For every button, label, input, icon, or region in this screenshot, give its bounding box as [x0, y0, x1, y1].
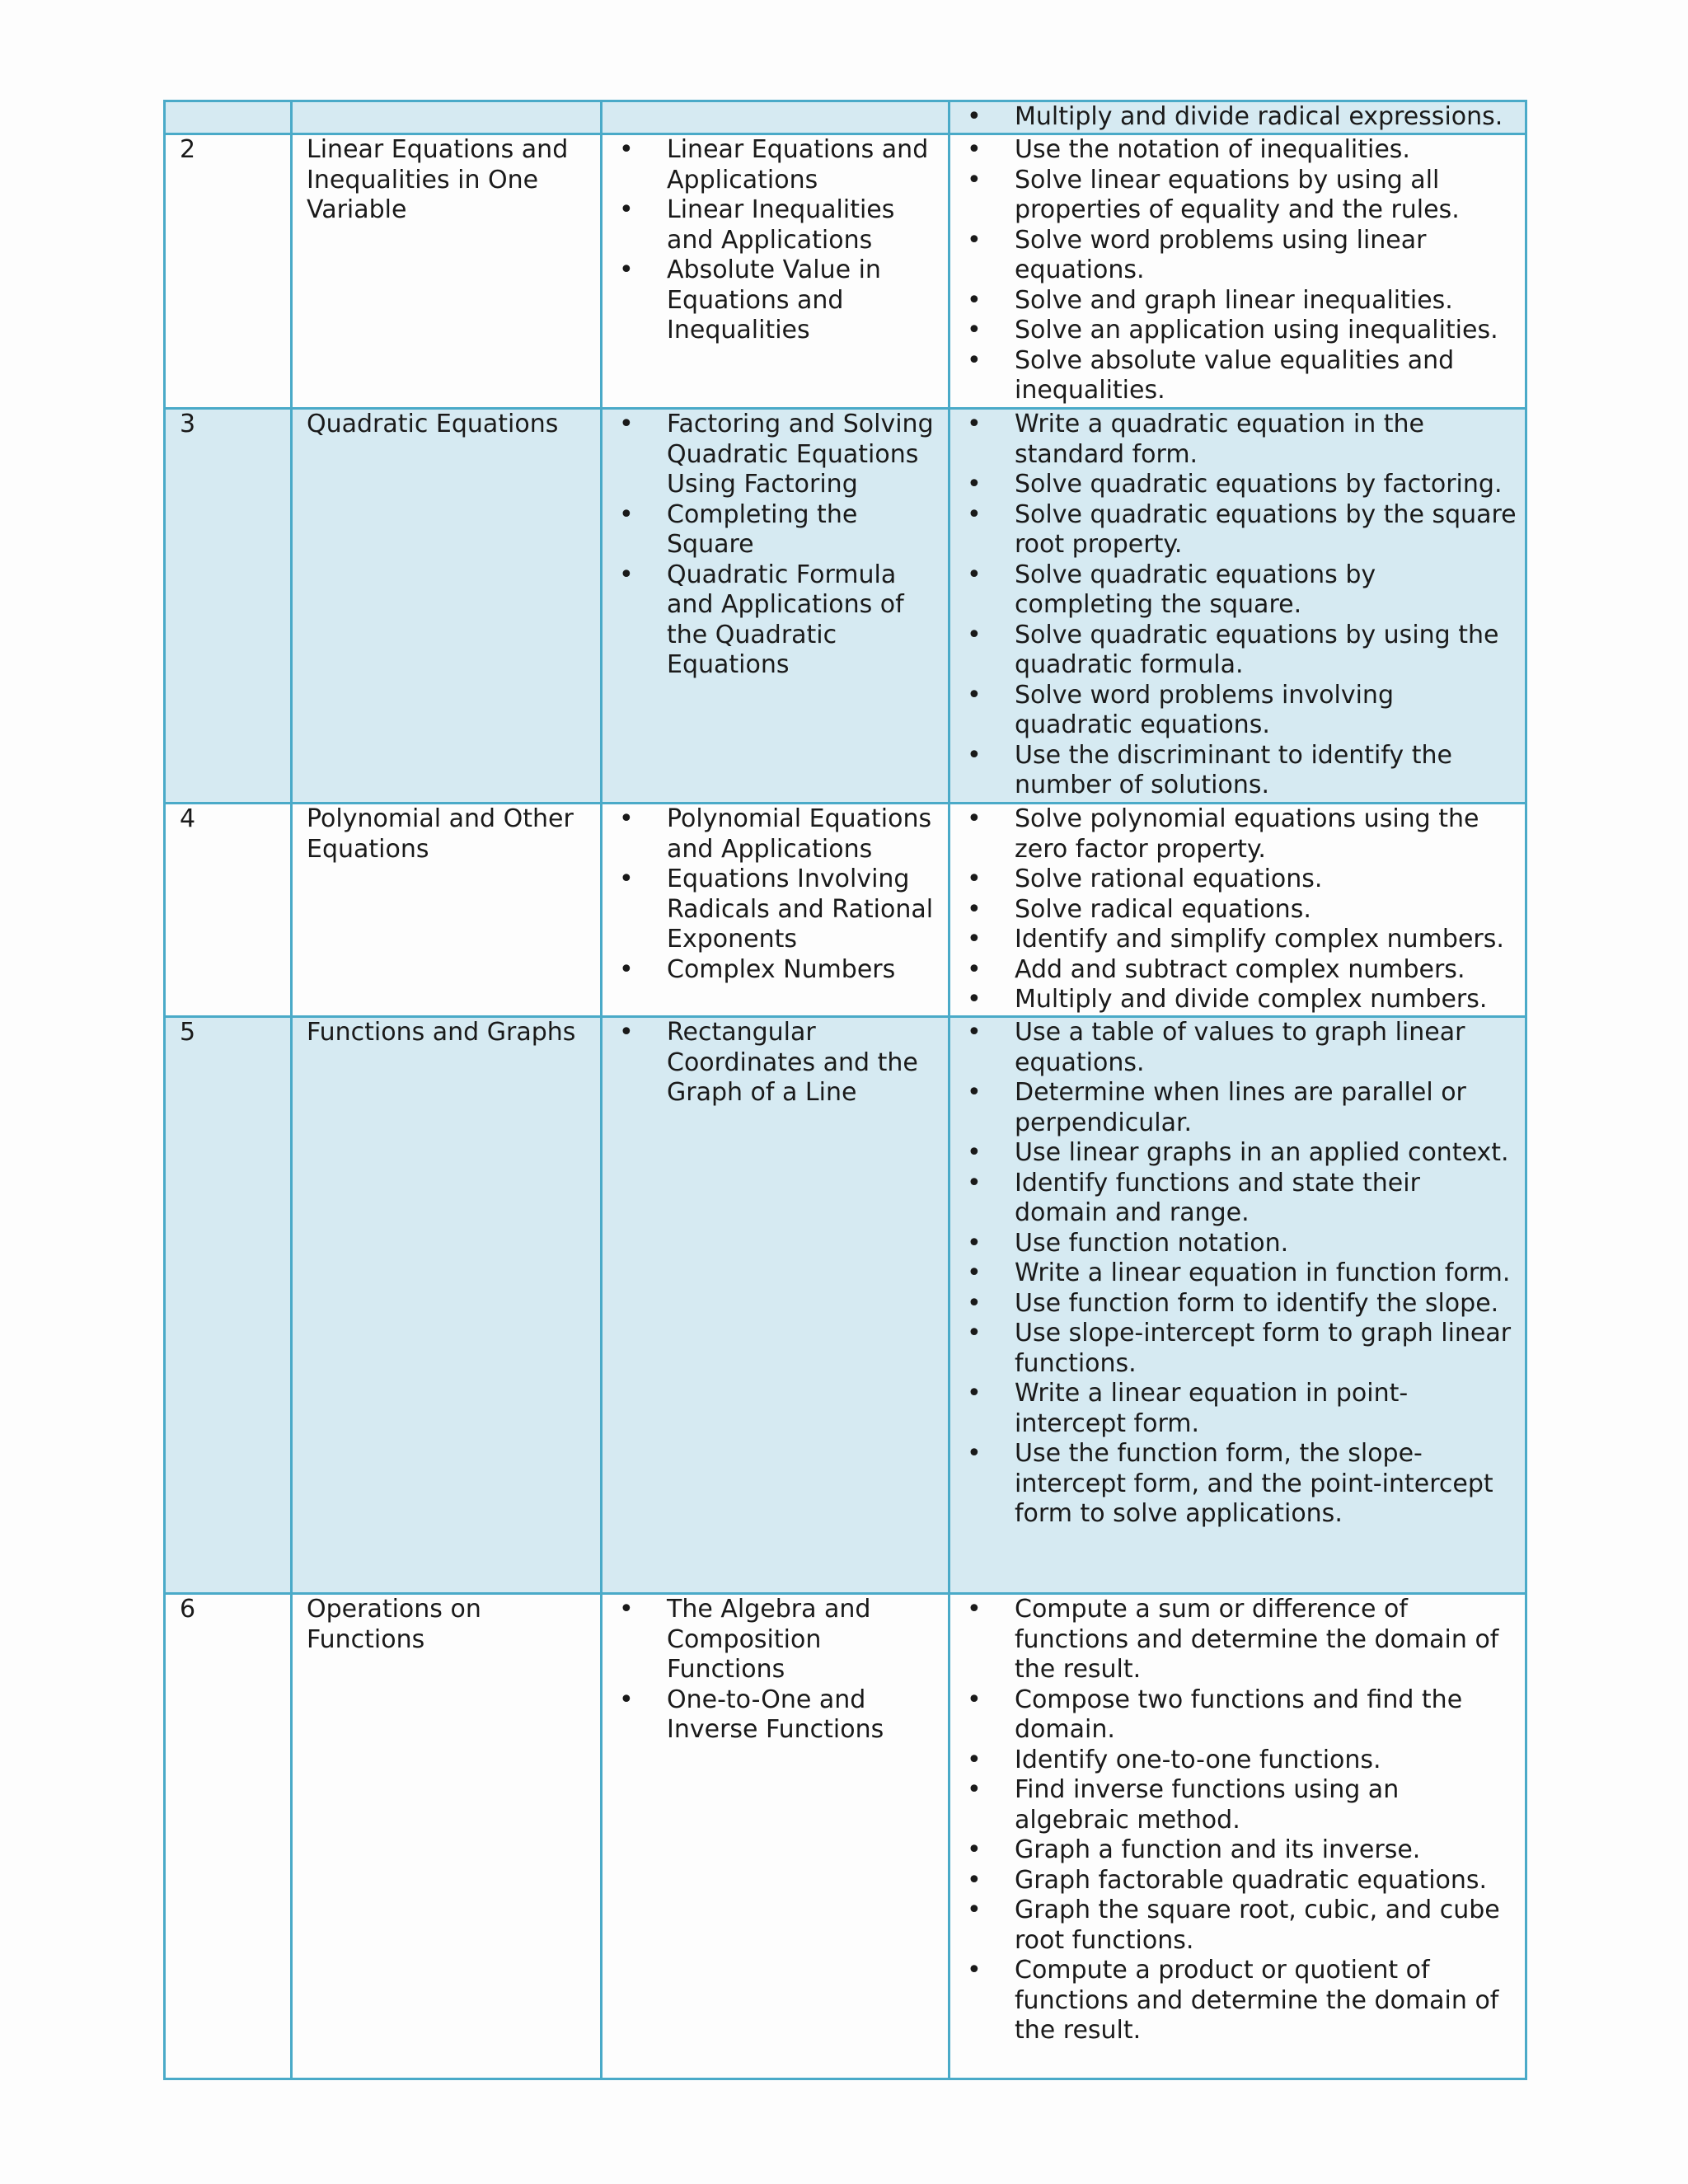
objectives-cell [950, 804, 1526, 1017]
unit-number-cell [165, 1017, 292, 1594]
topic-item: • Factoring and Solving Quadratic Equations Using Factoring [617, 410, 941, 500]
objective-item: • Identify one-to-one functions. [964, 1746, 1518, 1776]
objective-item: • Solve quadratic equations by factoring. [964, 470, 1518, 500]
unit-number-cell [165, 101, 292, 134]
objectives-list [964, 410, 1518, 801]
objective-item: • Compute a sum or difference of functions and determine the domain of the result. [964, 1595, 1518, 1685]
objectives-cell [950, 134, 1526, 409]
unit-title-cell [292, 1017, 602, 1594]
topic-item: • Completing the Square [617, 500, 941, 560]
unit-title-cell [292, 804, 602, 1017]
topics-cell [602, 1594, 950, 2079]
objective-item: • Compose two functions and find the domain. [964, 1685, 1518, 1746]
topic-item: • The Algebra and Composition Functions [617, 1595, 941, 1685]
topic-item: • One-to-One and Inverse Functions [617, 1685, 941, 1746]
unit-title: Linear Equations and Inequalities in One Variable [307, 135, 569, 224]
unit-number: 6 [180, 1595, 196, 1624]
objective-item: • Solve and graph linear inequalities. [964, 286, 1518, 316]
topic-item: • Rectangular Coordinates and the Graph of a Line [617, 1018, 941, 1108]
topic-item: • Quadratic Formula and Applications of the Quadratic Equations [617, 560, 941, 681]
objective-item: • Solve word problems involving quadratic equations. [964, 681, 1518, 741]
objective-item: • Multiply and divide radical expressions. [964, 102, 1518, 133]
objective-item: • Use the function form, the slope-intercept form, and the point-intercept form to solve applications. [964, 1439, 1518, 1530]
objective-item: • Use the notation of inequalities. [964, 135, 1518, 166]
topics-list [617, 135, 941, 346]
course-units-table [163, 100, 1527, 2080]
topic-item: • Absolute Value in Equations and Inequalities [617, 255, 941, 346]
unit-number-cell [165, 134, 292, 409]
objective-item: • Use a table of values to graph linear equations. [964, 1018, 1518, 1078]
objective-item: • Find inverse functions using an algebraic method. [964, 1775, 1518, 1835]
objective-item: • Identify and simplify complex numbers. [964, 925, 1518, 955]
topics-cell [602, 804, 950, 1017]
objective-item: • Compute a product or quotient of functions and determine the domain of the result. [964, 1956, 1518, 2046]
objective-item: • Solve quadratic equations by using the quadratic formula. [964, 621, 1518, 681]
topics-list [617, 1595, 941, 1746]
topic-item: • Polynomial Equations and Applications [617, 804, 941, 865]
objective-item: • Solve an application using inequalities. [964, 316, 1518, 346]
objectives-list [964, 1595, 1518, 2046]
objective-item: • Write a linear equation in function form. [964, 1258, 1518, 1289]
objective-item: • Use function notation. [964, 1229, 1518, 1259]
unit-number: 3 [180, 410, 196, 438]
objective-item: • Write a quadratic equation in the standard form. [964, 410, 1518, 470]
objective-item: • Graph a function and its inverse. [964, 1835, 1518, 1866]
table-row-unit-6 [165, 1594, 1526, 2079]
unit-title: Functions and Graphs [307, 1018, 576, 1047]
objectives-cell [950, 101, 1526, 134]
topic-item: • Equations Involving Radicals and Rational Exponents [617, 865, 941, 955]
objectives-cell [950, 1594, 1526, 2079]
objective-item: • Identify functions and state their domain and range. [964, 1169, 1518, 1229]
objectives-list [964, 1018, 1518, 1530]
objective-item: • Write a linear equation in point-intercept form. [964, 1379, 1518, 1439]
unit-title: Operations on Functions [307, 1595, 481, 1654]
unit-title-cell [292, 101, 602, 134]
topics-cell [602, 1017, 950, 1594]
topics-list [617, 410, 941, 681]
topics-list [617, 1018, 941, 1108]
topics-cell [602, 134, 950, 409]
topic-item: • Linear Equations and Applications [617, 135, 941, 195]
objectives-cell [950, 409, 1526, 804]
topics-cell [602, 409, 950, 804]
unit-title: Quadratic Equations [307, 410, 559, 438]
table-row-unit-5 [165, 1017, 1526, 1594]
objective-item: • Solve rational equations. [964, 865, 1518, 895]
unit-title-cell [292, 1594, 602, 2079]
objective-item: • Solve linear equations by using all properties of equality and the rules. [964, 166, 1518, 226]
objective-item: • Use the discriminant to identify the number of solutions. [964, 741, 1518, 801]
unit-title-cell [292, 134, 602, 409]
objective-item: • Solve polynomial equations using the zero factor property. [964, 804, 1518, 865]
unit-title: Polynomial and Other Equations [307, 804, 574, 864]
objective-item: • Graph factorable quadratic equations. [964, 1866, 1518, 1896]
table-row-unit-4 [165, 804, 1526, 1017]
topics-cell [602, 101, 950, 134]
objective-item: • Use slope-intercept form to graph linear functions. [964, 1319, 1518, 1379]
objective-item: • Graph the square root, cubic, and cube root functions. [964, 1896, 1518, 1956]
topic-item: • Complex Numbers [617, 955, 941, 986]
topics-list [617, 804, 941, 985]
unit-number: 5 [180, 1018, 196, 1047]
unit-number: 4 [180, 804, 196, 833]
objective-item: • Use function form to identify the slope. [964, 1289, 1518, 1319]
objective-item: • Solve word problems using linear equations. [964, 226, 1518, 286]
objectives-cell [950, 1017, 1526, 1594]
objective-item: • Determine when lines are parallel or perpendicular. [964, 1078, 1518, 1138]
objective-item: • Solve radical equations. [964, 895, 1518, 926]
objectives-list [964, 102, 1518, 133]
objective-item: • Solve quadratic equations by the square root property. [964, 500, 1518, 560]
objective-item: • Use linear graphs in an applied context. [964, 1138, 1518, 1169]
objective-item: • Add and subtract complex numbers. [964, 955, 1518, 986]
unit-number-cell [165, 409, 292, 804]
unit-number-cell [165, 804, 292, 1017]
topic-item: • Linear Inequalities and Applications [617, 195, 941, 255]
unit-number-cell [165, 1594, 292, 2079]
objectives-list [964, 135, 1518, 406]
objective-item: • Solve absolute value equalities and inequalities. [964, 346, 1518, 406]
objective-item: • Solve quadratic equations by completing the square. [964, 560, 1518, 621]
objective-item: • Multiply and divide complex numbers. [964, 985, 1518, 1015]
table-row-unit-2 [165, 134, 1526, 409]
unit-number: 2 [180, 135, 196, 164]
unit-title-cell [292, 409, 602, 804]
objectives-list [964, 804, 1518, 1015]
table-row-unit-3 [165, 409, 1526, 804]
table-row-continued [165, 101, 1526, 134]
